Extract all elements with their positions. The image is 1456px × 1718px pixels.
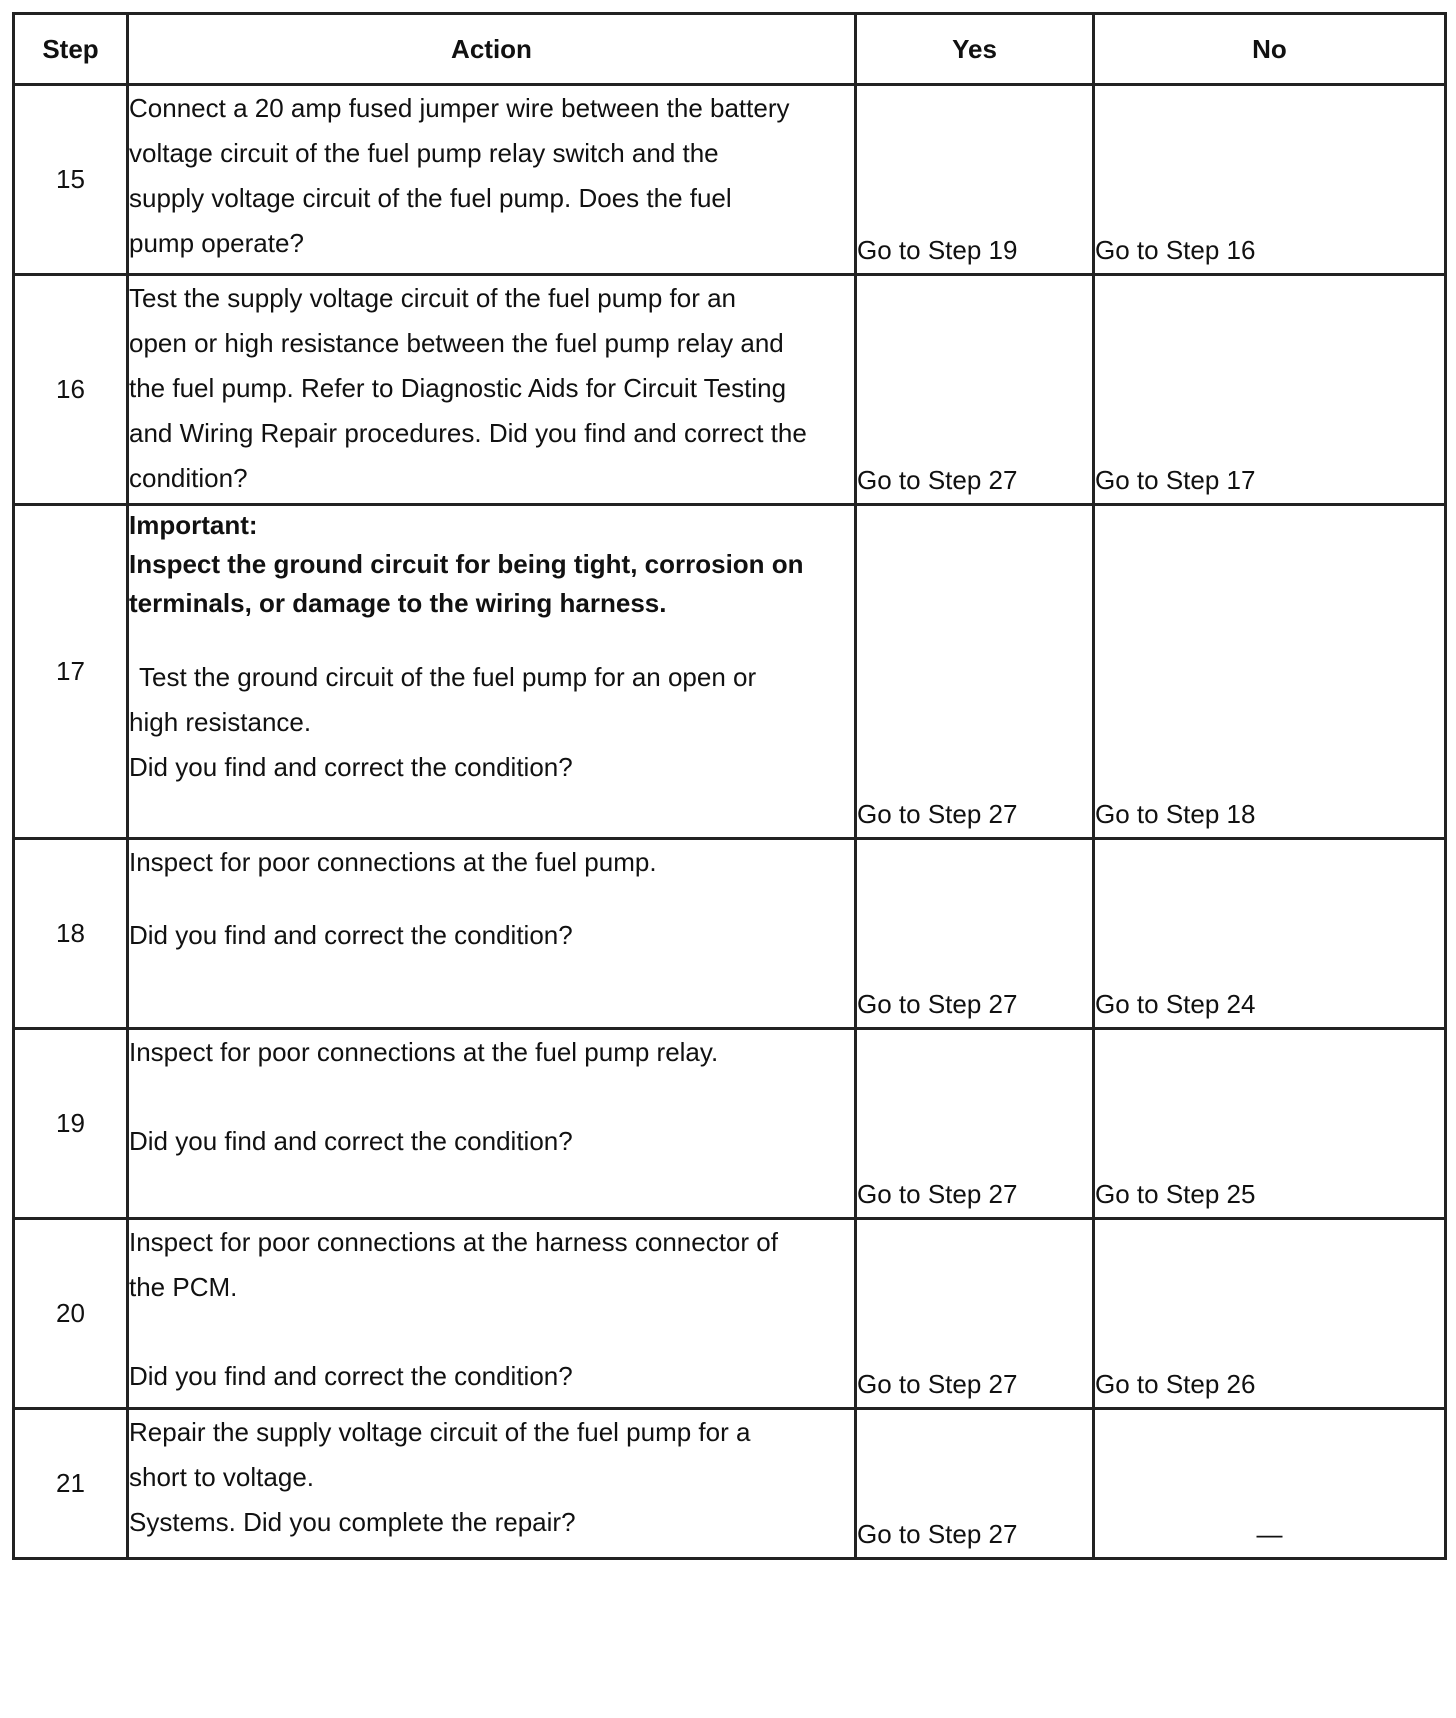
step-number: 16 <box>14 275 128 505</box>
step-number: 20 <box>14 1219 128 1409</box>
action-cell <box>128 1029 856 1219</box>
step-number: 17 <box>14 505 128 839</box>
action-line: short to voltage. <box>129 1462 314 1492</box>
table-row <box>14 1029 1446 1219</box>
important-line: Inspect the ground circuit for being tight, corrosion on <box>129 549 804 579</box>
yes-result: Go to Step 27 <box>856 839 1094 1029</box>
action-cell <box>128 505 856 839</box>
header-step: Step <box>14 14 128 85</box>
action-cell <box>128 839 856 1029</box>
yes-result: Go to Step 27 <box>856 505 1094 839</box>
step-number: 21 <box>14 1409 128 1559</box>
action-line: Inspect for poor connections at the fuel pump relay. <box>129 1037 719 1067</box>
action-line: Repair the supply voltage circuit of the fuel pump for a <box>129 1417 751 1447</box>
yes-result: Go to Step 27 <box>856 1219 1094 1409</box>
action-line: high resistance. <box>129 707 312 737</box>
yes-result: Go to Step 27 <box>856 1029 1094 1219</box>
table-row <box>14 839 1446 1029</box>
action-line: open or high resistance between the fuel pump relay and <box>129 328 784 358</box>
action-line: condition? <box>129 463 248 493</box>
action-line: Inspect for poor connections at the harness connector of <box>129 1227 778 1257</box>
diagnostic-table <box>12 12 1447 1560</box>
yes-result: Go to Step 19 <box>856 85 1094 275</box>
action-line: Test the supply voltage circuit of the fuel pump for an <box>129 283 737 313</box>
no-result: — <box>1094 1409 1446 1559</box>
yes-result: Go to Step 27 <box>856 1409 1094 1559</box>
yes-result: Go to Step 27 <box>856 275 1094 505</box>
no-result: Go to Step 18 <box>1094 505 1446 839</box>
action-line: voltage circuit of the fuel pump relay switch and the <box>129 138 719 168</box>
step-number: 15 <box>14 85 128 275</box>
no-result: Go to Step 25 <box>1094 1029 1446 1219</box>
important-label: Important: <box>129 510 258 540</box>
table-row <box>14 1409 1446 1559</box>
action-line: Did you find and correct the condition? <box>129 920 573 950</box>
action-line: Did you find and correct the condition? <box>129 752 573 782</box>
action-line: Did you find and correct the condition? <box>129 1126 573 1156</box>
action-line: the PCM. <box>129 1272 238 1302</box>
important-line: terminals, or damage to the wiring harness. <box>129 588 667 618</box>
action-cell <box>128 85 856 275</box>
action-cell <box>128 275 856 505</box>
header-row <box>14 14 1446 85</box>
step-number: 19 <box>14 1029 128 1219</box>
table-row <box>14 505 1446 839</box>
step-number: 18 <box>14 839 128 1029</box>
action-line: pump operate? <box>129 228 304 258</box>
header-yes: Yes <box>856 14 1094 85</box>
table-row <box>14 1219 1446 1409</box>
action-line: Systems. Did you complete the repair? <box>129 1507 576 1537</box>
table-row <box>14 85 1446 275</box>
action-line: the fuel pump. Refer to Diagnostic Aids for Circuit Testing <box>129 373 787 403</box>
no-result: Go to Step 16 <box>1094 85 1446 275</box>
table-row <box>14 275 1446 505</box>
no-result: Go to Step 17 <box>1094 275 1446 505</box>
no-result: Go to Step 26 <box>1094 1219 1446 1409</box>
header-no: No <box>1094 14 1446 85</box>
action-line: and Wiring Repair procedures. Did you find and correct the <box>129 418 807 448</box>
action-cell <box>128 1409 856 1559</box>
action-line: Inspect for poor connections at the fuel pump. <box>129 847 657 877</box>
action-line: Connect a 20 amp fused jumper wire between the battery <box>129 93 790 123</box>
action-line: Test the ground circuit of the fuel pump for an open or <box>139 662 757 692</box>
action-line: supply voltage circuit of the fuel pump. Does the fuel <box>129 183 732 213</box>
action-cell <box>128 1219 856 1409</box>
action-line: Did you find and correct the condition? <box>129 1361 573 1391</box>
header-action: Action <box>128 14 856 85</box>
no-result: Go to Step 24 <box>1094 839 1446 1029</box>
